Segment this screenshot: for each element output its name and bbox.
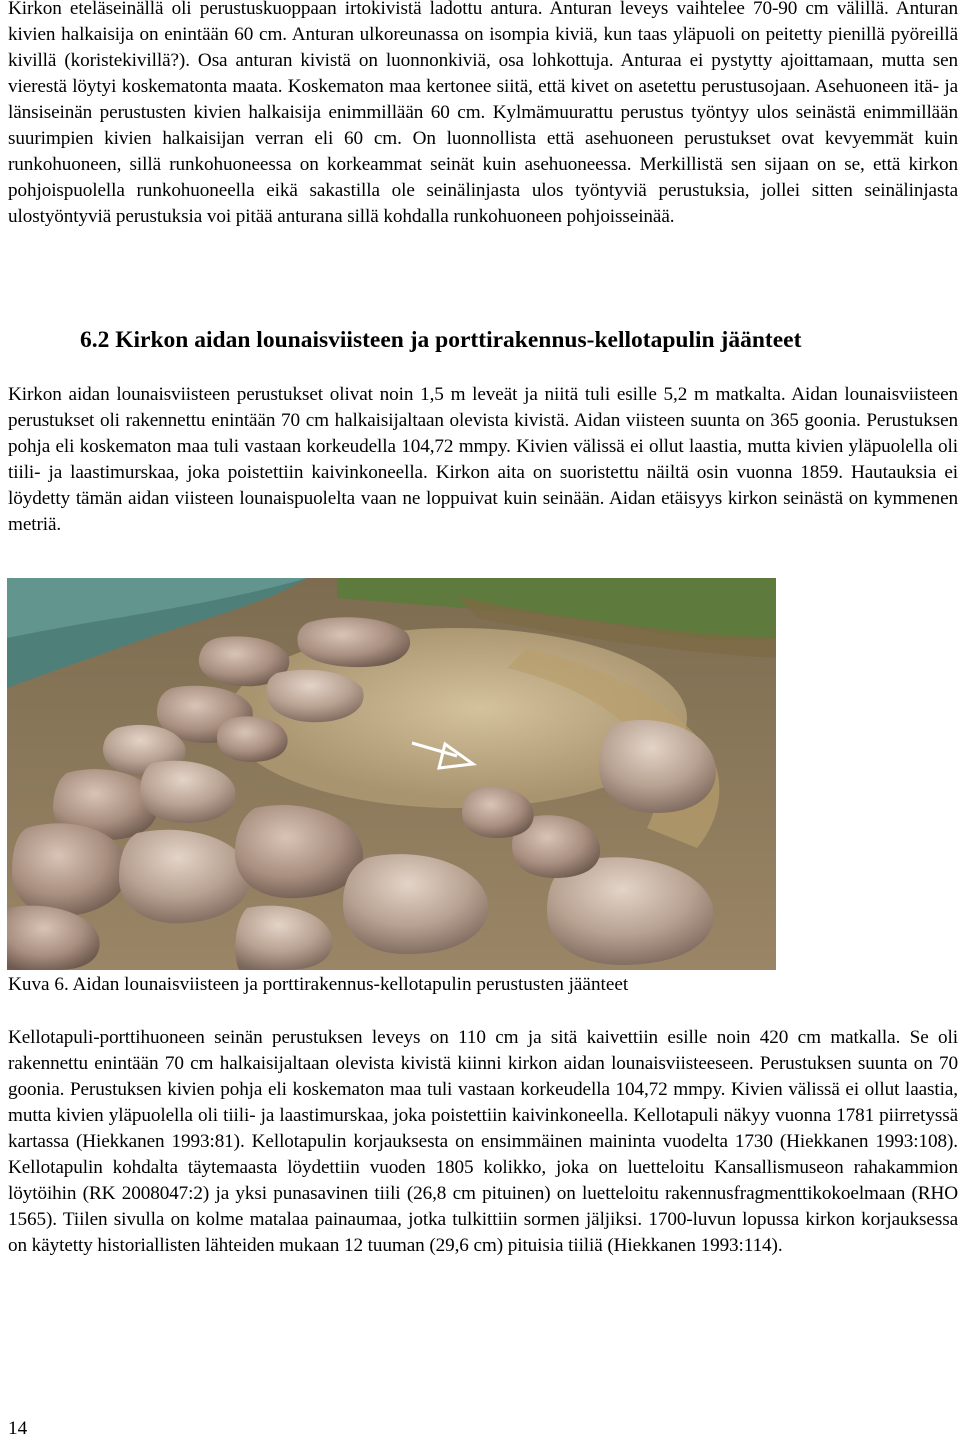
body-paragraph-fence-corner: Kirkon aidan lounaisviisteen perustukset olivat noin 1,5 m leveät ja niitä tuli esille 5,2 m matkalta. Aidan lounaisviisteen perustukset oli rakennettu enintään 70 cm halkaisijaltaan olevista kivistä. Aidan viisteen suunta on 365 goonia. Perustuksen pohja eli koskematon maa tuli vastaan korkeudella 104,72 mmpy. Kivien välissä ei ollut laastia, mutta kivien yläpuolella oli tiili- ja laastimurskaa, joka poistettiin kaivinkoneella. Kirkon aita on suoristettu näiltä osin vuonna 1859. Hautauksia ei löydetty tämän aidan viisteen lounaispuolelta vaan ne loppuivat kuin seinään. Aidan etäisyys kirkon seinästä on kymmenen metriä. (8, 384, 958, 535)
excavation-photo (7, 578, 776, 970)
excavation-photo-drawing (7, 578, 776, 970)
section-heading: 6.2 Kirkon aidan lounaisviisteen ja porttirakennus-kellotapulin jäänteet (80, 327, 802, 353)
figure-caption: Kuva 6. Aidan lounaisviisteen ja porttirakennus-kellotapulin perustusten jäänteet (8, 974, 629, 995)
page-number: 14 (8, 1418, 28, 1439)
body-paragraph-foundation: Kirkon eteläseinällä oli perustuskuoppaan irtokivistä ladottu antura. Anturan leveys vaihtelee 70-90 cm välillä. Anturan kivien halkaisija on enintään 60 cm. Anturan ulkoreunassa on isompia kiviä, kun taas yläpuoli on peitetty pienillä pyöreillä kivillä (koristekivillä?). Osa anturan kivistä on luonnonkiviä, osa lohkottuja. Anturaa ei pystytty ajoittamaan, mutta sen vierestä löytyi koskematonta maata. Koskematon maa kertonee siitä, että kivet on asetettu perustusojaan. Asehuoneen itä- ja länsiseinän perustusten kivien halkaisija enimmillään 60 cm. Kylmämuurattu perustus työntyy ulos seinästä enimmillään suurimpien kivien halkaisijan verran eli 60 cm. On luonnollista että asehuoneen perustukset ovat kevyemmät kuin runkohuoneen, sillä runkohuoneessa on korkeammat seinät kuin asehuoneessa. Merkillistä sen sijaan on se, että kirkon pohjoispuolella runkohuoneella eikä sakastilla ole seinälinjasta ulos työntyviä perustuksia, jollei sitten seinälinjasta ulostyöntyviä perustuksia voi pitää anturana sillä kohdalla runkohuoneen pohjoisseinää. (8, 0, 958, 227)
body-paragraph-bell-tower: Kellotapuli-porttihuoneen seinän perustuksen leveys on 110 cm ja sitä kaivettiin esille noin 420 cm matkalla. Se oli rakennettu enintään 70 cm halkaisijaltaan olevista kivistä kiinni kirkon aidan lounaisviisteeseen. Perustuksen suunta on 70 goonia. Perustuksen kivien pohja eli koskematon maa tuli vastaan korkeudella 104,72 mmpy. Kivien välissä ei ollut laastia, mutta kivien yläpuolella oli tiili- ja laastimurskaa, joka poistettiin kaivinkoneella. Kellotapuli näkyy vuonna 1781 piirretyssä kartassa (Hiekkanen 1993:81). Kellotapulin korjauksesta on ensimmäinen maininta vuodelta 1730 (Hiekkanen 1993:108). Kellotapulin kohdalta täytemaasta löydettiin vuoden 1805 kolikko, joka on luetteloitu Kansallismuseon rahakammion löytöihin (RK 2008047:2) ja yksi punasavinen tiili (26,8 cm pituinen) on luetteloitu rakennusfragmenttikokoelmaan (RHO 1565). Tiilen sivulla on kolme matalaa painaumaa, jotka tulkittiin sormen jäljiksi. 1700-luvun lopussa kirkon korjauksessa on käytetty historiallisten lähteiden mukaan 12 tuuman (29,6 cm) pituisia tiiliä (Hiekkanen 1993:114). (8, 1027, 958, 1256)
